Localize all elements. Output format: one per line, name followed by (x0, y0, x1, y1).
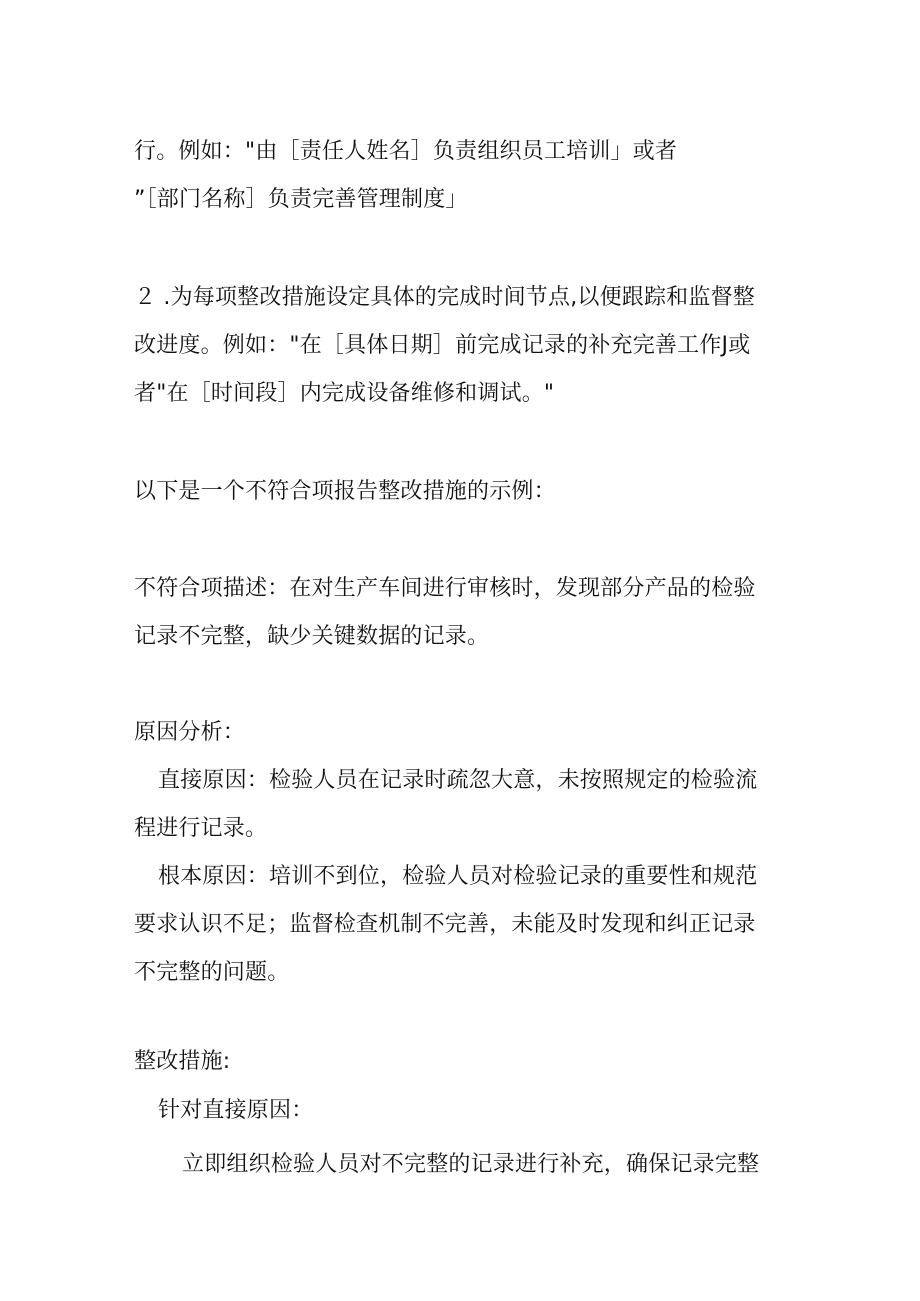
item-2-line-2: 改进度。例如："在［具体日期］前完成记录的补充完善工作J或 (134, 333, 751, 358)
item-2-line-3: 者"在［时间段］内完成设备维修和调试。" (134, 381, 555, 406)
corrective-measure-1: 立即组织检验人员对不完整的记录进行补充，确保记录完整 (182, 1152, 760, 1177)
cause-analysis-heading: 原因分析： (134, 720, 246, 745)
example-intro: 以下是一个不符合项报告整改措施的示例： (134, 479, 556, 504)
corrective-measures-heading: 整改措施: (134, 1049, 231, 1074)
direct-cause-line-1: 直接原因：检验人员在记录时疏忽大意，未按照规定的检验流 (158, 768, 758, 793)
root-cause-line-1: 根本原因：培训不到位，检验人员对检验记录的重要性和规范 (158, 864, 758, 889)
direct-cause-line-2: 程进行记录。 (134, 816, 268, 841)
paragraph-responsible-line-1: 行。例如："由［责任人姓名］负责组织员工培训」或者 (134, 139, 678, 164)
corrective-direct-cause-heading: 针对直接原因： (158, 1098, 314, 1123)
item-2-line-1: ２ .为每项整改措施设定具体的完成时间节点,以便跟踪和监督整 (134, 285, 755, 310)
root-cause-line-3: 不完整的问题。 (134, 960, 290, 985)
paragraph-responsible-line-2: ”［部门名称］负责完善管理制度」 (134, 187, 468, 212)
nonconformity-line-1: 不符合项描述：在对生产车间进行审核时，发现部分产品的检验 (134, 576, 756, 601)
root-cause-line-2: 要求认识不足；监督检查机制不完善，未能及时发现和纠正记录 (134, 912, 756, 937)
nonconformity-line-2: 记录不完整，缺少关键数据的记录。 (134, 624, 490, 649)
